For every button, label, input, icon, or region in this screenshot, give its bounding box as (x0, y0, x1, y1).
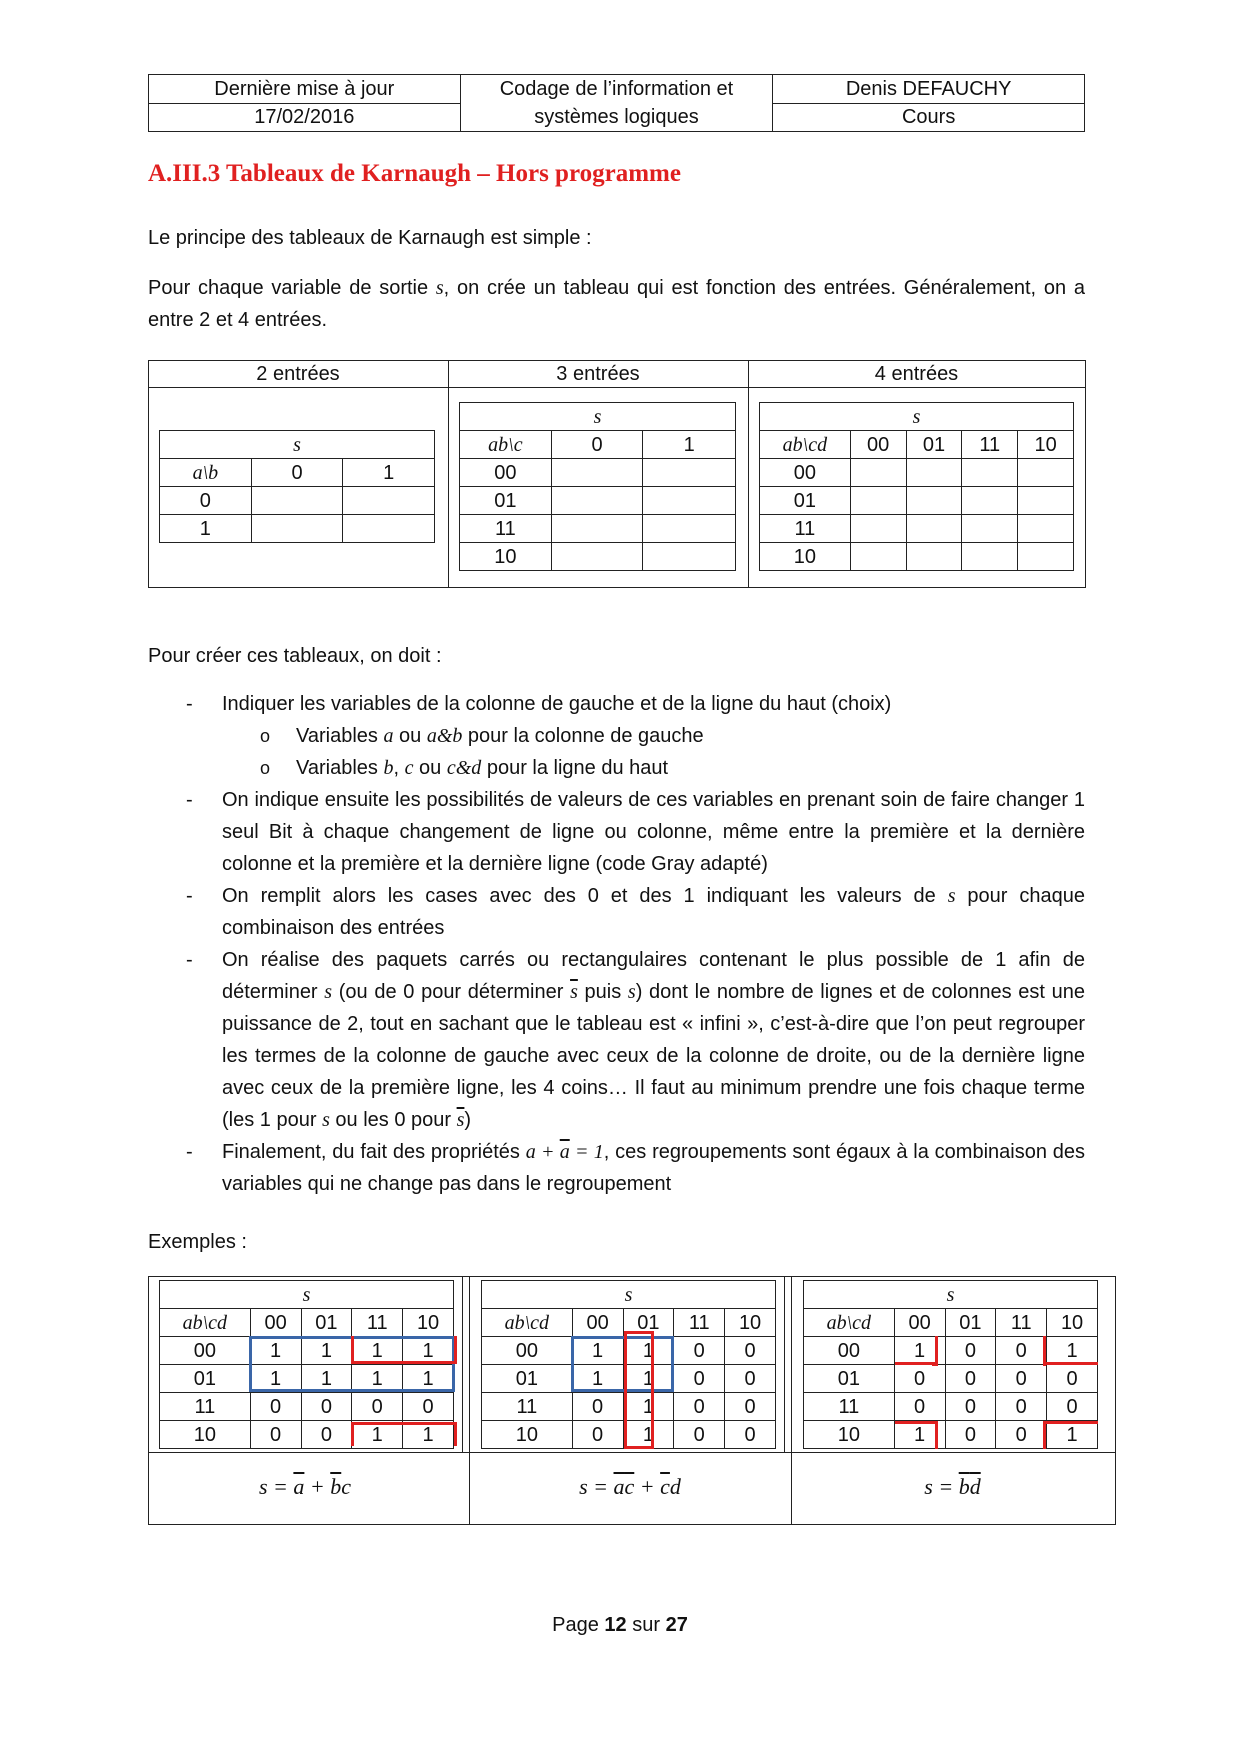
footer-text: sur (626, 1614, 666, 1636)
text: , (393, 757, 405, 779)
var: s (324, 981, 333, 1003)
list-item (148, 880, 1085, 944)
text: On remplit alors les cases avec des 0 et des 1 indiquant les valeurs de (222, 885, 948, 907)
text: ) (464, 1109, 472, 1131)
row-header: 00 (482, 1337, 573, 1365)
var: b (383, 757, 394, 779)
formula-part: s = (924, 1474, 959, 1499)
col-header: 11 (352, 1309, 403, 1337)
sub-item (222, 752, 1085, 784)
empty-cell (551, 543, 643, 571)
page-header (148, 74, 1085, 132)
cell: 0 (301, 1421, 352, 1449)
list-item (148, 688, 1085, 784)
empty-cell (850, 459, 906, 487)
empty-cell (906, 487, 962, 515)
var: c (404, 757, 414, 779)
empty-cell (643, 543, 736, 571)
kmap-4-inputs (759, 402, 1074, 571)
cell: 0 (250, 1421, 301, 1449)
group-blue (571, 1336, 674, 1392)
cell: 1 (623, 1365, 674, 1393)
cell: 1 (623, 1421, 674, 1449)
cell: 0 (894, 1365, 945, 1393)
var: s (435, 277, 444, 299)
row-header: 00 (804, 1337, 895, 1365)
cell: 0 (725, 1421, 776, 1449)
group-red-corner (935, 1336, 938, 1366)
formula-part: s = (258, 1474, 294, 1499)
row-header: 10 (482, 1421, 573, 1449)
page-footer (0, 1614, 1240, 1637)
empty-cell (643, 487, 736, 515)
empty-cell (906, 515, 962, 543)
cell: 0 (725, 1337, 776, 1365)
cell: 0 (572, 1421, 623, 1449)
col-header: 01 (623, 1309, 674, 1337)
corner-label: ab\c (460, 431, 552, 459)
empty-cell (962, 459, 1018, 487)
group-red (624, 1331, 654, 1449)
empty-cell (1018, 515, 1074, 543)
empty-cell (906, 459, 962, 487)
output-var: s (804, 1281, 1098, 1309)
cell: 0 (1047, 1393, 1098, 1421)
row-header: 11 (160, 1393, 251, 1421)
row-header: 11 (804, 1393, 895, 1421)
empty-cell (551, 459, 643, 487)
text: ) dont le nombre de lignes et de colonnes est une puissance de 2, tout en sachant que le tableau est « infini », c’est-à-dire que l’on peut regrouper les termes de la colonne de gauche avec ceux de la colonne de droite, ou de la dernière ligne avec ceux de la première ligne, les 4 coins… Il faut au minimum prendre une fois chaque terme (les 1 pour (222, 981, 1085, 1131)
cell: 0 (1047, 1365, 1098, 1393)
group-red-corner (1043, 1421, 1046, 1449)
corner-label: ab\cd (760, 431, 851, 459)
output-var: s (760, 403, 1074, 431)
empty-cell (1018, 487, 1074, 515)
output-var: s (482, 1281, 776, 1309)
cell: 1 (572, 1365, 623, 1393)
formula-part: $\overline{a}$ (613, 1474, 625, 1499)
group-red-corner (935, 1421, 938, 1449)
empty-cell (906, 543, 962, 571)
group-red-corner (1043, 1336, 1046, 1366)
doc-type: Cours (773, 103, 1085, 132)
updated-label: Dernière mise à jour (149, 75, 461, 104)
col-header: 0 (551, 431, 643, 459)
cell: 0 (945, 1365, 996, 1393)
row-header: 11 (460, 515, 552, 543)
cell: 1 (403, 1421, 454, 1449)
steps-intro: Pour créer ces tableaux, on doit : (148, 645, 442, 667)
cell: 0 (674, 1421, 725, 1449)
empty-cell (962, 487, 1018, 515)
output-var: s (460, 403, 736, 431)
group-red-corner (1043, 1362, 1098, 1365)
sub-item (222, 720, 1085, 752)
formula-part: $\overline{b}$ (330, 1474, 342, 1499)
formula-part: $\overline{c}$ (624, 1474, 635, 1499)
col-header: 00 (894, 1309, 945, 1337)
cell: 1 (894, 1421, 945, 1449)
empty-cell (343, 515, 435, 543)
text: Pour chaque variable de sortie (148, 277, 436, 299)
empty-cell (643, 459, 736, 487)
cell: 1 (403, 1365, 454, 1393)
formula-part: d (669, 1474, 681, 1499)
text: , on crée un tableau qui est fonction des entrées. Généralement, on a entre 2 et 4 entrées. (148, 277, 1085, 331)
empty-cell (962, 543, 1018, 571)
col-header: 10 (725, 1309, 776, 1337)
row-header: 1 (160, 515, 252, 543)
group-red-corner (895, 1421, 935, 1424)
col-header: 00 (250, 1309, 301, 1337)
row-header: 01 (160, 1365, 251, 1393)
cell: 1 (572, 1337, 623, 1365)
cell: 1 (894, 1337, 945, 1365)
corner-label: ab\cd (160, 1309, 251, 1337)
row-header: 00 (460, 459, 552, 487)
text: pour la ligne du haut (481, 757, 669, 779)
cell: 1 (403, 1337, 454, 1365)
cell: 0 (945, 1421, 996, 1449)
section-title: A.III.3 Tableaux de Karnaugh – Hors programme (148, 160, 681, 187)
text: (ou de 0 pour déterminer (332, 981, 571, 1003)
formula-part: $\overline{d}$ (969, 1474, 981, 1499)
cell: 0 (352, 1393, 403, 1421)
row-header: 10 (160, 1421, 251, 1449)
var: s (947, 885, 956, 907)
cell: 0 (725, 1365, 776, 1393)
col-header: 10 (403, 1309, 454, 1337)
header-2-entries: 2 entrées (256, 363, 340, 385)
cell: 0 (301, 1393, 352, 1421)
col-header: 1 (343, 459, 435, 487)
col-header: 11 (674, 1309, 725, 1337)
col-header: 11 (996, 1309, 1047, 1337)
list-item (148, 784, 1085, 880)
row-header: 10 (804, 1421, 895, 1449)
formula-1 (148, 1474, 462, 1500)
cell: 0 (250, 1393, 301, 1421)
col-header: 01 (945, 1309, 996, 1337)
empty-cell (850, 543, 906, 571)
text: pour la colonne de gauche (462, 725, 704, 747)
text: , ces regroupements sont égaux à la combinaison des variables qui ne change pas dans le regroupement (222, 1141, 1086, 1195)
kmap-3-inputs (459, 402, 736, 571)
col-header: 00 (850, 431, 906, 459)
frame-divider (448, 360, 449, 588)
empty-cell (251, 515, 343, 543)
text: pour chaque combinaison des entrées (222, 885, 1085, 939)
empty-cell (1018, 459, 1074, 487)
formula-part: $\overline{c}$ (660, 1474, 670, 1499)
text: ou (393, 725, 427, 747)
col-header: 01 (906, 431, 962, 459)
row-header: 00 (160, 1337, 251, 1365)
row-header: 01 (460, 487, 552, 515)
empty-cell (850, 515, 906, 543)
text: ou les 0 pour (329, 1109, 457, 1131)
cell: 0 (674, 1393, 725, 1421)
formula: a + (525, 1141, 560, 1163)
update-date: 17/02/2016 (149, 103, 461, 132)
page-total: 27 (665, 1614, 688, 1636)
empty-cell (551, 515, 643, 543)
cell: 0 (403, 1393, 454, 1421)
row-header: 01 (804, 1365, 895, 1393)
list-item (148, 1136, 1085, 1200)
output-var: s (160, 431, 435, 459)
cell: 0 (945, 1337, 996, 1365)
formula-3 (791, 1474, 1114, 1500)
cell: 1 (623, 1393, 674, 1421)
text: On réalise des paquets carrés ou rectangulaires contenant le plus possible de 1 afin de déterminer (222, 949, 1085, 1003)
cell: 0 (945, 1393, 996, 1421)
cell: 1 (250, 1337, 301, 1365)
var: s (322, 1109, 330, 1131)
formula: $\overline{a}$ (559, 1141, 570, 1163)
group-red-corner (1043, 1421, 1098, 1424)
empty-cell (643, 515, 736, 543)
text: Indiquer les variables de la colonne de gauche et de la ligne du haut (choix) (222, 693, 892, 715)
kmap-2-inputs (159, 430, 435, 543)
row-header: 01 (760, 487, 851, 515)
formula-part: s = (579, 1474, 614, 1499)
formula: = 1 (569, 1141, 604, 1163)
cell: 0 (572, 1393, 623, 1421)
col-header: 01 (301, 1309, 352, 1337)
row-header: 01 (482, 1365, 573, 1393)
empty-cell (343, 487, 435, 515)
cell: 1 (1047, 1421, 1098, 1449)
frame-divider (784, 1276, 785, 1452)
empty-cell (551, 487, 643, 515)
cell: 1 (301, 1365, 352, 1393)
formula-part: c (341, 1474, 352, 1499)
var: $\overline{s}$ (570, 981, 578, 1003)
steps-list (148, 688, 1085, 1200)
empty-cell (1018, 543, 1074, 571)
text: On indique ensuite les possibilités de valeurs de ces variables en prenant soin de faire changer 1 seul Bit à chaque changement de ligne ou colonne, même entre la première et la dernière colonne et la première et la dernière ligne (code Gray adapté) (222, 789, 1085, 875)
cell: 0 (996, 1393, 1047, 1421)
formula-part: $\overline{b}$ (958, 1474, 970, 1499)
row-header: 11 (760, 515, 851, 543)
group-red-top (351, 1336, 457, 1364)
empty-cell (251, 487, 343, 515)
col-header: 0 (251, 459, 343, 487)
header-4-entries: 4 entrées (874, 363, 959, 385)
col-header: 10 (1018, 431, 1074, 459)
text: Variables (296, 725, 384, 747)
formula-part: $\overline{a}$ (293, 1474, 305, 1499)
var: $\overline{s}$ (456, 1109, 465, 1131)
col-header: 1 (643, 431, 736, 459)
row-header: 11 (482, 1393, 573, 1421)
var: c&d (446, 757, 482, 779)
cell: 0 (996, 1337, 1047, 1365)
formula-2 (469, 1474, 791, 1500)
intro-text: Le principe des tableaux de Karnaugh est simple : (148, 227, 592, 249)
col-header: 00 (572, 1309, 623, 1337)
col-header: 10 (1047, 1309, 1098, 1337)
cell: 0 (996, 1365, 1047, 1393)
page-number: 12 (604, 1614, 627, 1636)
row-header: 10 (460, 543, 552, 571)
cell: 1 (301, 1337, 352, 1365)
row-header: 10 (760, 543, 851, 571)
var: a (383, 725, 394, 747)
row-header: 0 (160, 487, 252, 515)
list-item (148, 944, 1085, 1136)
var: s (627, 981, 636, 1003)
text: ou (413, 757, 447, 779)
principle-paragraph (148, 272, 1085, 336)
author: Denis DEFAUCHY (773, 75, 1085, 104)
sub-list (222, 720, 1085, 784)
empty-cell (962, 515, 1018, 543)
text: Finalement, du fait des propriétés (222, 1141, 526, 1163)
header-3-entries: 3 entrées (556, 363, 640, 385)
examples-label: Exemples : (148, 1231, 247, 1253)
cell: 1 (352, 1421, 403, 1449)
text: puis (577, 981, 628, 1003)
cell: 0 (996, 1421, 1047, 1449)
cell: 0 (674, 1337, 725, 1365)
cell: 1 (352, 1337, 403, 1365)
frame-divider (748, 360, 749, 588)
formula-part: + (304, 1474, 331, 1499)
frame-divider (462, 1276, 463, 1452)
cell: 0 (725, 1393, 776, 1421)
frame-divider (148, 1452, 1116, 1453)
col-header: 11 (962, 431, 1018, 459)
group-red-bottom (351, 1422, 457, 1446)
corner-label: a\b (160, 459, 252, 487)
output-var: s (160, 1281, 454, 1309)
cell: 1 (1047, 1337, 1098, 1365)
empty-cell (850, 487, 906, 515)
var: a&b (426, 725, 463, 747)
corner-label: ab\cd (804, 1309, 895, 1337)
corner-label: ab\cd (482, 1309, 573, 1337)
footer-text: Page (552, 1614, 605, 1636)
row-header: 00 (760, 459, 851, 487)
group-red-corner (895, 1362, 935, 1366)
cell: 1 (352, 1365, 403, 1393)
formula-part: + (634, 1474, 661, 1499)
subject: Codage de l’information et systèmes logiques (460, 75, 773, 132)
cell: 0 (894, 1393, 945, 1421)
cell: 1 (623, 1337, 674, 1365)
cell: 0 (674, 1365, 725, 1393)
text: Variables (296, 757, 384, 779)
cell: 1 (250, 1365, 301, 1393)
